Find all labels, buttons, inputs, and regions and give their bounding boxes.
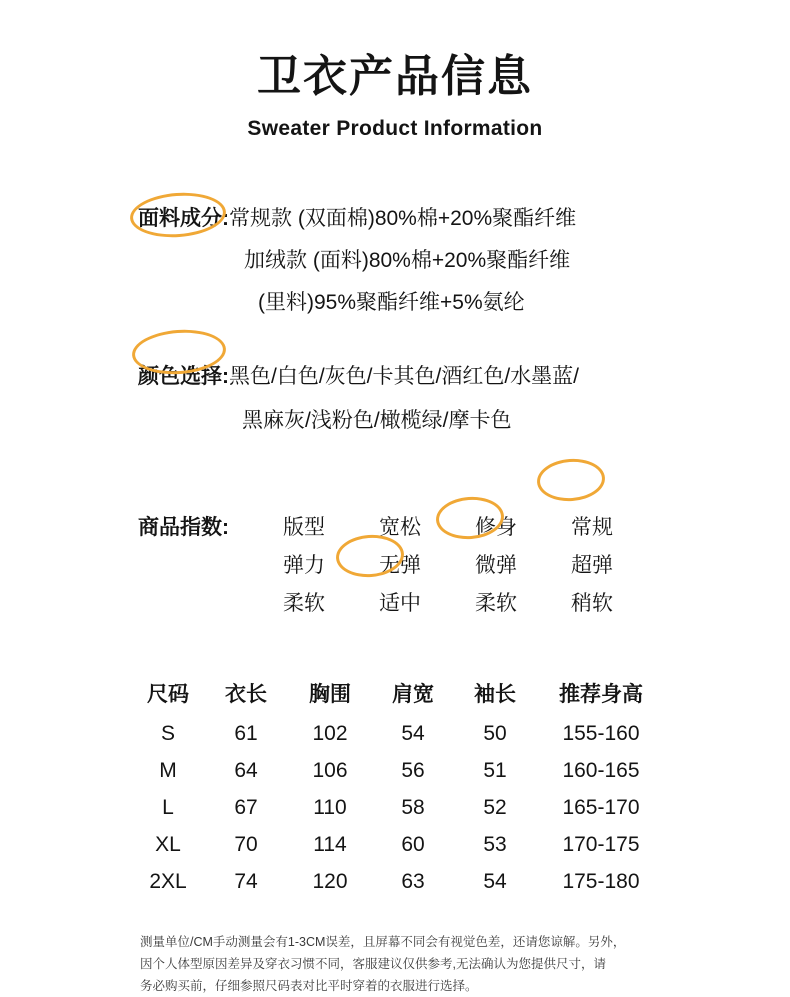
title-block (0, 0, 790, 141)
size-cell-2xl-shoulder: 63 (401, 870, 425, 894)
table-row (132, 790, 670, 827)
size-cell-m-height: 160-165 (562, 759, 640, 783)
size-cell-m-size: M (159, 759, 177, 783)
footnote-line-1: 测量单位/CM手动测量会有1-3CM误差，且屏幕不同会有视觉色差，还请您谅解。另外， (140, 934, 626, 949)
size-cell-l-bust: 110 (313, 796, 347, 820)
colors-section (0, 357, 790, 441)
indices-row-name-elasticity: 弹力 (283, 553, 325, 577)
size-cell-l-size: L (162, 796, 174, 820)
indices-option-softness-1: 适中 (379, 591, 421, 615)
indices-option-softness-3: 稍软 (571, 591, 613, 615)
indices-option-fit-2: 修身 (475, 515, 517, 539)
size-cell-2xl-sleeve: 54 (483, 870, 507, 894)
fabric-row-3 (138, 283, 790, 323)
colors-line-2: 黑麻灰/浅粉色/橄榄绿/摩卡色 (242, 408, 512, 432)
fabric-label: 面料成分: (138, 206, 229, 230)
footnote-line-2: 因个人体型原因差异及穿衣习惯不同，客服建议仅供参考,无法确认为您提供尺寸，请 (140, 956, 606, 971)
indices-option-fit-3: 常规 (571, 515, 613, 539)
colors-line-1: 黑色/白色/灰色/卡其色/酒红色/水墨蓝/ (229, 364, 580, 388)
footnote (0, 931, 790, 997)
indices-option-elasticity-3: 超弹 (571, 553, 613, 577)
size-cell-s-length: 61 (234, 722, 258, 746)
size-cell-m-bust: 106 (312, 759, 348, 783)
size-cell-xl-size: XL (155, 833, 181, 857)
indices-row-name-fit: 版型 (283, 515, 325, 539)
page-title-en: Sweater Product Information (247, 116, 543, 140)
size-cell-l-shoulder: 58 (401, 796, 425, 820)
indices-label: 商品指数: (138, 515, 229, 539)
page-title-cn: 卫衣产品信息 (257, 52, 533, 101)
size-cell-xl-height: 170-175 (562, 833, 640, 857)
size-cell-2xl-length: 74 (234, 870, 258, 894)
size-cell-m-shoulder: 56 (401, 759, 425, 783)
indices-row-fit (138, 507, 790, 545)
size-cell-s-bust: 102 (312, 722, 348, 746)
indices-option-softness-2: 柔软 (475, 591, 517, 615)
size-cell-s-height: 155-160 (562, 722, 640, 746)
highlight-circle-fit-selected (536, 457, 607, 504)
indices-row-name-softness: 柔软 (283, 591, 325, 615)
size-cell-m-sleeve: 51 (483, 759, 507, 783)
size-header-4: 袖长 (474, 683, 516, 707)
size-cell-l-height: 165-170 (562, 796, 640, 820)
size-cell-xl-shoulder: 60 (401, 833, 425, 857)
fabric-row-2 (138, 241, 790, 281)
indices-option-fit-1: 宽松 (379, 515, 421, 539)
size-cell-2xl-size: 2XL (149, 870, 187, 894)
indices-option-elasticity-1: 无弹 (379, 553, 421, 577)
indices-row-elasticity (138, 545, 790, 583)
indices-section (0, 507, 790, 621)
colors-row-2 (138, 401, 790, 441)
size-cell-l-length: 67 (234, 796, 258, 820)
colors-label: 颜色选择: (138, 364, 229, 388)
fabric-line-3: (里料)95%聚酯纤维+5%氨纶 (258, 290, 525, 314)
colors-row-1 (138, 357, 790, 397)
fabric-section (0, 199, 790, 323)
size-cell-2xl-bust: 120 (312, 870, 348, 894)
size-cell-s-shoulder: 54 (401, 722, 425, 746)
size-cell-xl-sleeve: 53 (483, 833, 507, 857)
size-table (0, 675, 790, 901)
fabric-line-2: 加绒款 (面料)80%棉+20%聚酯纤维 (244, 248, 571, 272)
size-header-1: 衣长 (225, 683, 267, 707)
table-row (132, 827, 670, 864)
fabric-row-1 (138, 199, 790, 239)
size-cell-s-size: S (160, 722, 175, 746)
size-cell-xl-bust: 114 (313, 833, 347, 857)
fabric-line-1: 常规款 (双面棉)80%棉+20%聚酯纤维 (229, 206, 577, 230)
size-cell-m-length: 64 (234, 759, 258, 783)
size-cell-xl-length: 70 (234, 833, 258, 857)
size-table-header-row (132, 675, 670, 712)
table-row (132, 753, 670, 790)
size-header-2: 胸围 (309, 683, 351, 707)
size-header-5: 推荐身高 (559, 683, 643, 707)
size-cell-s-sleeve: 50 (483, 722, 507, 746)
size-header-3: 肩宽 (392, 683, 434, 707)
footnote-line-3: 务必购买前，仔细参照尺码表对比平时穿着的衣服进行选择。 (140, 978, 478, 993)
table-row (132, 716, 670, 753)
size-cell-l-sleeve: 52 (483, 796, 507, 820)
indices-option-elasticity-2: 微弹 (475, 553, 517, 577)
size-cell-2xl-height: 175-180 (562, 870, 640, 894)
size-header-0: 尺码 (147, 683, 189, 707)
table-row (132, 864, 670, 901)
indices-row-softness (138, 583, 790, 621)
